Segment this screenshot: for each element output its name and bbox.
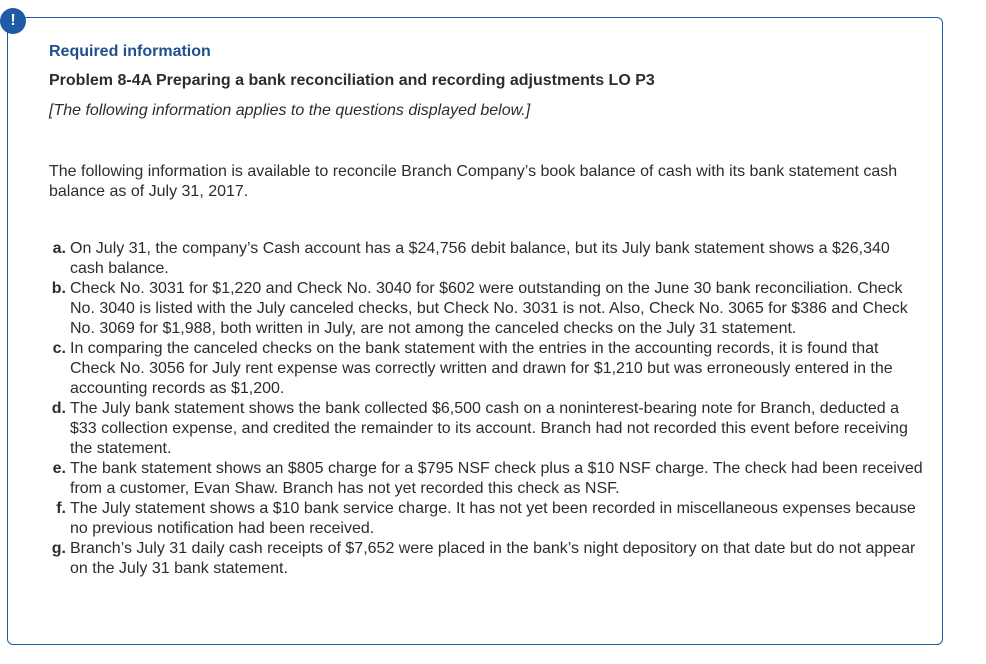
list-item xyxy=(44,499,924,539)
item-letter: a. xyxy=(52,240,66,257)
intro-paragraph: The following information is available to reconcile Branch Company’s book balance of cash with its bank statement cash balance as of July 31, 2017. xyxy=(49,163,898,200)
list-item xyxy=(44,539,924,579)
list-item xyxy=(44,459,924,499)
item-letter: f. xyxy=(56,500,66,517)
item-text: Check No. 3031 for $1,220 and Check No. 3040 for $602 were outstanding on the June 30 bank reconciliation. Check No. 3040 is listed with the July canceled checks, but Check No. 3031 is not. Also, Check No. 3065 for $386 and Check No. 3069 for $1,988, both written in July, are not among the canceled checks on the July 31 statement. xyxy=(70,280,908,337)
item-text: The bank statement shows an $805 charge for a $795 NSF check plus a $10 NSF charge. The check had been received from a customer, Evan Shaw. Branch has not yet recorded this check as NSF. xyxy=(70,460,923,497)
item-text: In comparing the canceled checks on the bank statement with the entries in the accounting records, it is found that Check No. 3056 for July rent expense was correctly written and drawn for $1,210 but was erroneously entered in the accounting records as $1,200. xyxy=(70,340,893,397)
list-item xyxy=(44,279,924,339)
item-text: Branch’s July 31 daily cash receipts of $7,652 were placed in the bank’s night depository on that date but do not appear on the July 31 bank statement. xyxy=(70,540,916,577)
list-item xyxy=(44,399,924,459)
item-letter: e. xyxy=(52,460,66,477)
info-list xyxy=(44,239,924,579)
item-text: On July 31, the company’s Cash account has a $24,756 debit balance, but its July bank statement shows a $26,340 cash balance. xyxy=(70,240,890,277)
item-text: The July statement shows a $10 bank service charge. It has not yet been recorded in miscellaneous expenses because no previous notification had been received. xyxy=(70,500,916,537)
problem-title: Problem 8-4A Preparing a bank reconciliation and recording adjustments LO P3 xyxy=(49,72,655,89)
item-letter: b. xyxy=(51,280,66,297)
list-item xyxy=(44,239,924,279)
item-letter: d. xyxy=(51,400,66,417)
item-letter: g. xyxy=(51,540,66,557)
required-information-heading: Required information xyxy=(49,43,211,60)
item-text: The July bank statement shows the bank collected $6,500 cash on a noninterest-bearing note for Branch, deducted a $33 collection expense, and credited the remainder to its account. Branch had not recorded this event before receiving the statement. xyxy=(70,400,908,457)
applies-note: [The following information applies to the questions displayed below.] xyxy=(49,102,531,119)
list-item xyxy=(44,339,924,399)
alert-icon: ! xyxy=(0,8,26,34)
item-letter: c. xyxy=(52,340,66,357)
